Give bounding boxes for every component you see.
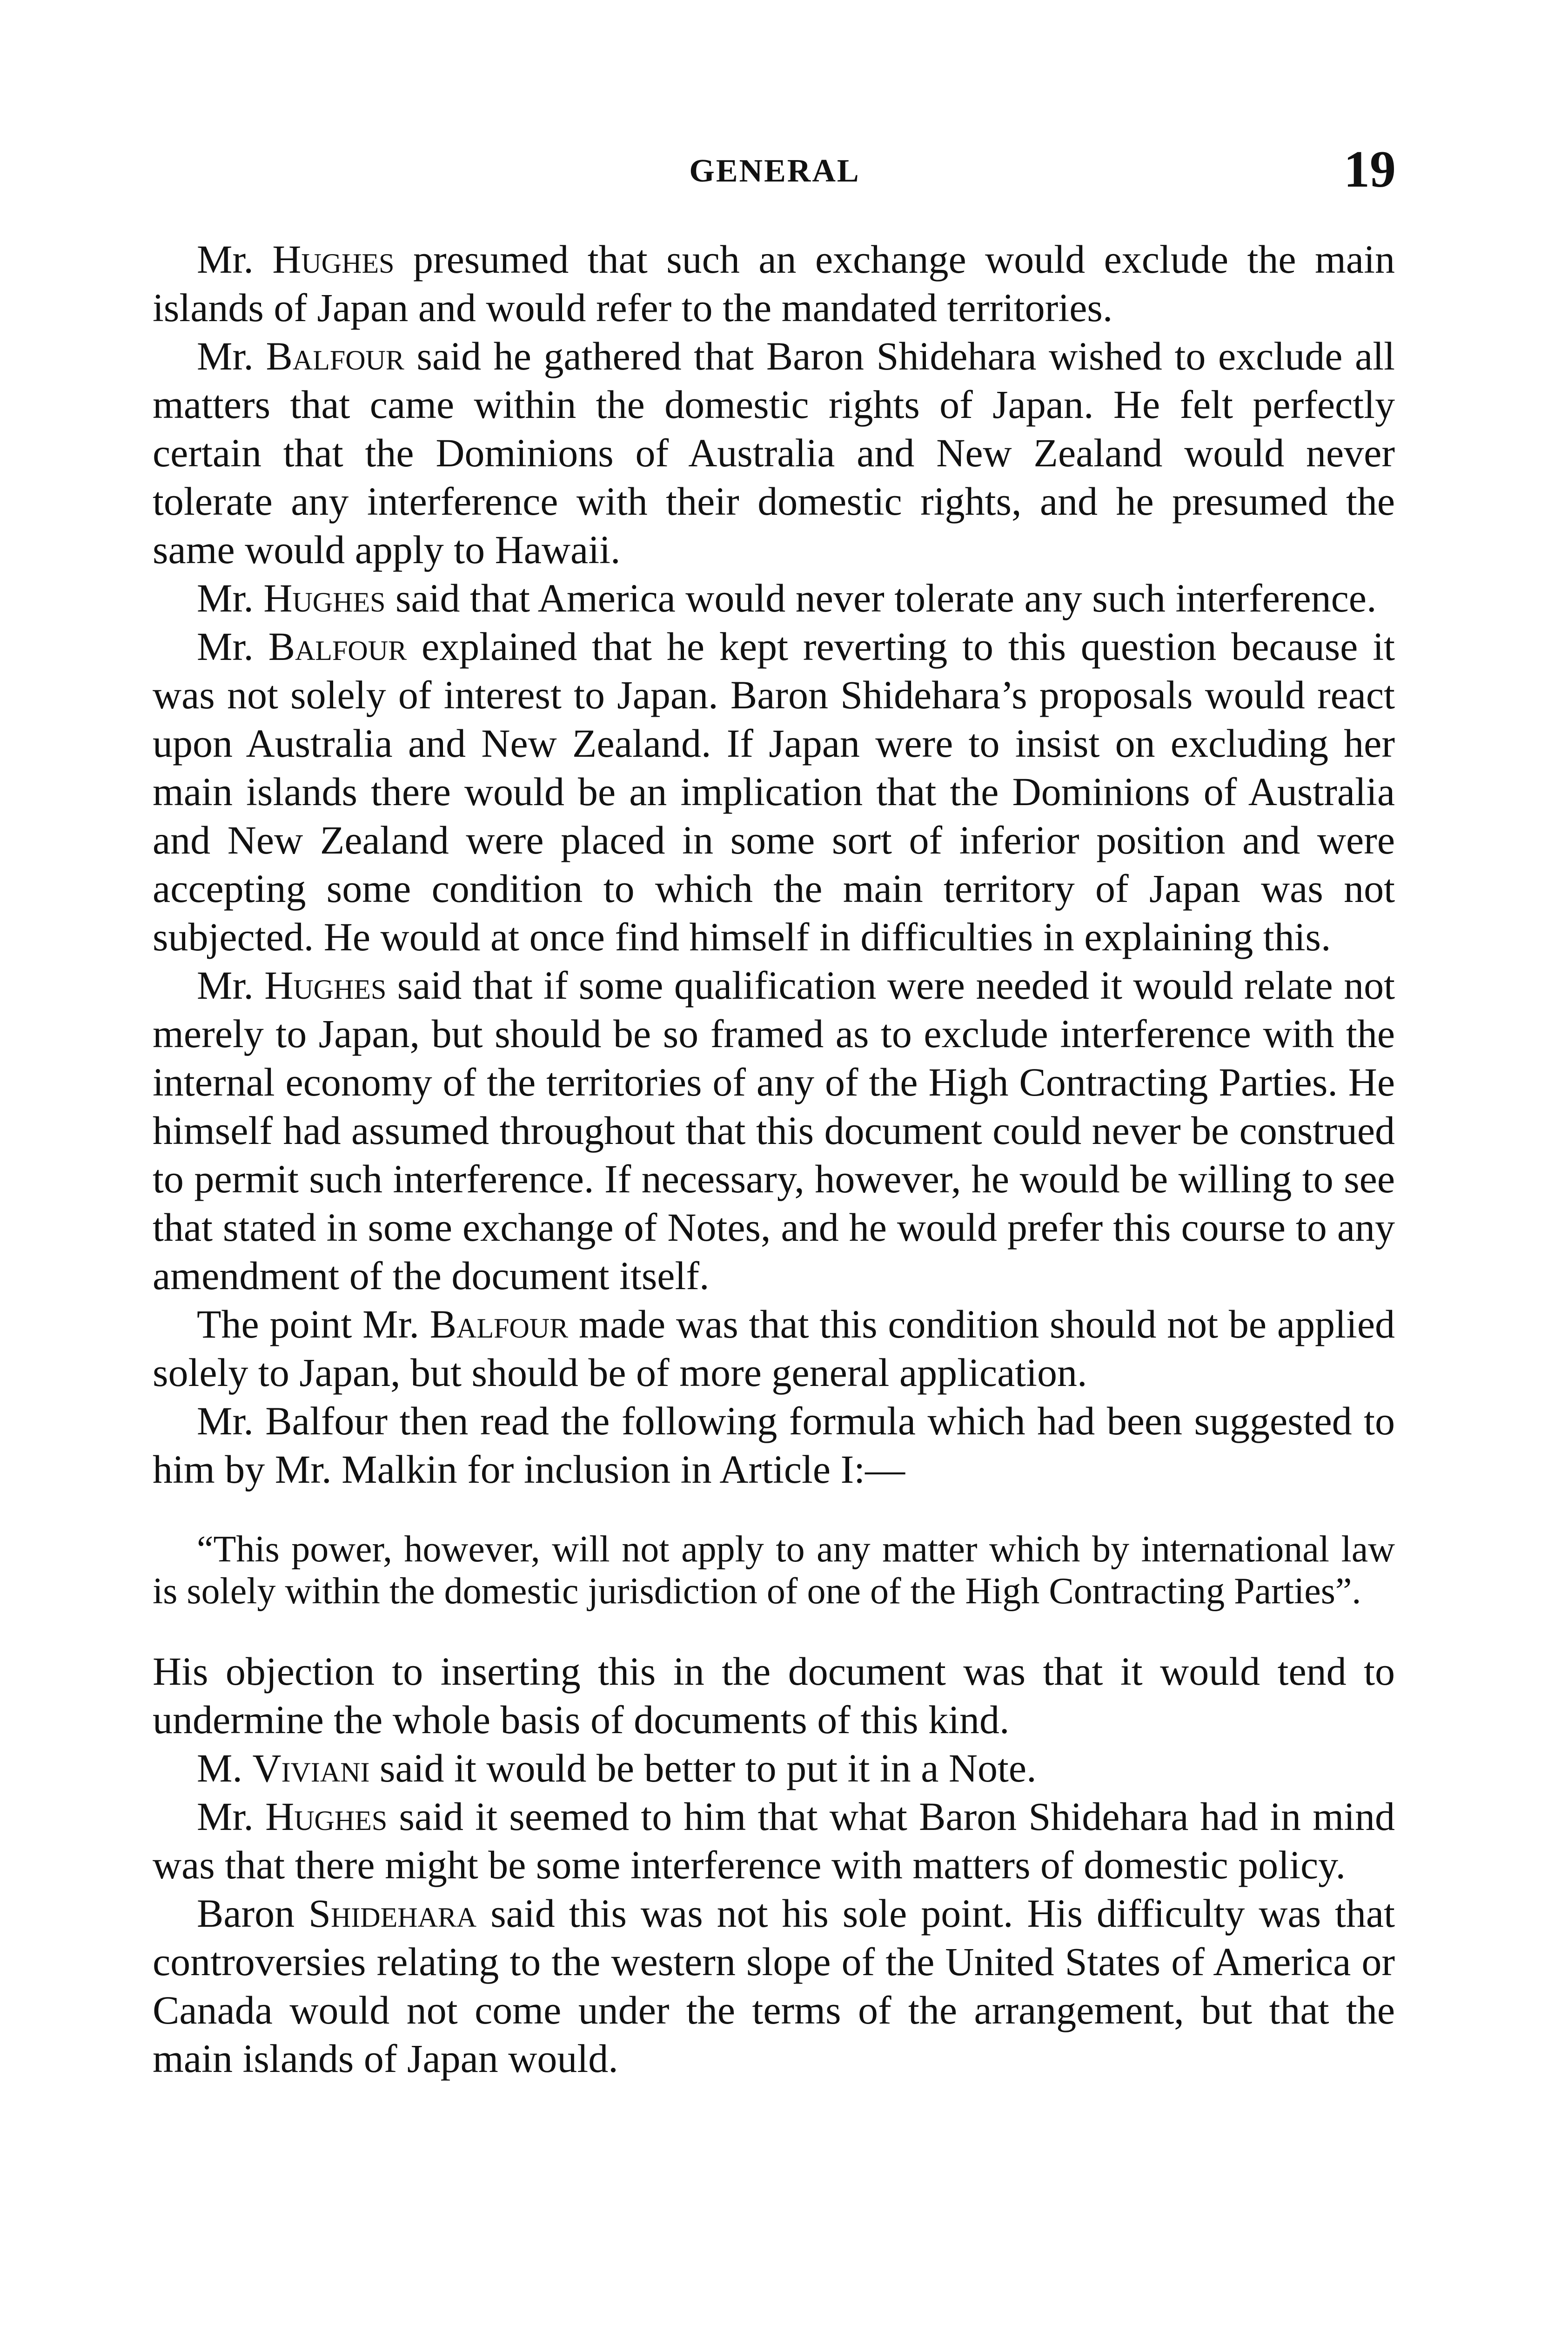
speaker-prefix: Mr.: [197, 576, 264, 620]
speaker-name: Hughes: [263, 576, 386, 620]
paragraph-text: explained that he kept reverting to this question because it was not solely of interest to Japan. Baron Shidehara’s proposals would react upon Australia and New Zealand. If Japan were to insist on excluding her main islands there would be an implication that the Dominions of Australia and New Zealand were placed in some sort of inferior position and were accepting some condition to which the main territory of Japan was not subjected. He would at once find himself in difficulties in explaining this.: [153, 624, 1395, 959]
paragraph-text: said it seemed to him that what Baron Shidehara had in mind was that there might be some interference with matters of domestic policy.: [153, 1794, 1395, 1887]
speaker-name: Hughes: [265, 1794, 388, 1839]
paragraph-objection: His objection to inserting this in the document was that it would tend to undermine the whole basis of documents of this kind.: [153, 1649, 1395, 1742]
paragraph-balfour-explained: [153, 622, 1395, 961]
speaker-name: Hughes: [272, 237, 395, 282]
paragraph-hughes-domestic-policy: [153, 1792, 1395, 1889]
paragraph-balfour-formula: Mr. Balfour then read the following formula which had been suggested to him by Mr. Malkin for inclusion in Article I:—: [153, 1399, 1395, 1492]
paragraph-lead: The point Mr.: [197, 1302, 430, 1346]
paragraph-text: said he gathered that Baron Shidehara wished to exclude all matters that came within the domestic rights of Japan. He felt perfectly certain that the Dominions of Australia and New Zealand would never tolerate any interference with their domestic rights, and he presumed the same would apply to Hawaii.: [153, 334, 1395, 572]
paragraph-viviani: [153, 1744, 1395, 1792]
paragraph-hughes-exchange: [153, 235, 1395, 332]
paragraph-text: said this was not his sole point. His difficulty was that controversies relating to the western slope of the United States of America or Canada would not come under the terms of the arrangement, but that the main islands of Japan would.: [153, 1891, 1395, 2081]
speaker-name: Viviani: [252, 1746, 370, 1790]
formula-quote: “This power, however, will not apply to any matter which by international law is solely within the domestic jurisdiction of one of the High Contracting Parties”.: [153, 1529, 1395, 1612]
page-number: 19: [1344, 141, 1396, 198]
speaker-prefix: Mr.: [197, 963, 265, 1008]
paragraph-hughes-america: [153, 574, 1395, 622]
paragraph-balfour-point: [153, 1300, 1395, 1397]
paragraph-text: said that America would never tolerate any such interference.: [385, 576, 1377, 620]
paragraph-shidehara: [153, 1889, 1395, 2083]
speaker-prefix: M.: [197, 1746, 253, 1790]
speaker-name: Balfour: [268, 624, 407, 669]
paragraph-text: presumed that such an exchange would exclude the main islands of Japan and would refer to the mandated territories.: [153, 237, 1395, 330]
speaker-name: Shidehara: [308, 1891, 477, 1936]
paragraph-text: said it would be better to put it in a Note.: [369, 1746, 1037, 1790]
speaker-prefix: Mr.: [197, 334, 266, 378]
paragraph-balfour-domestic-rights: [153, 332, 1395, 574]
speaker-prefix: Baron: [197, 1891, 309, 1936]
speaker-name: Hughes: [264, 963, 387, 1008]
speaker-name: Balfour: [266, 334, 404, 378]
body-text: [153, 235, 1395, 2083]
speaker-prefix: Mr.: [197, 237, 273, 282]
speaker-name: Balfour: [429, 1302, 569, 1346]
speaker-prefix: Mr.: [197, 1794, 266, 1839]
speaker-prefix: Mr.: [197, 624, 268, 669]
section-title: GENERAL: [689, 153, 860, 189]
paragraph-text: made was that this condition should not be applied solely to Japan, but should be of more general application.: [153, 1302, 1395, 1395]
paragraph-text: said that if some qualification were needed it would relate not merely to Japan, but should be so framed as to exclude interference with the internal economy of the territories of any of the High Contracting Parties. He himself had assumed throughout that this document could never be construed to permit such interference. If necessary, however, he would be willing to see that stated in some exchange of Notes, and he would prefer this course to any amendment of the document itself.: [153, 963, 1395, 1298]
running-head: [154, 140, 1396, 198]
paragraph-hughes-qualification: [153, 961, 1395, 1300]
